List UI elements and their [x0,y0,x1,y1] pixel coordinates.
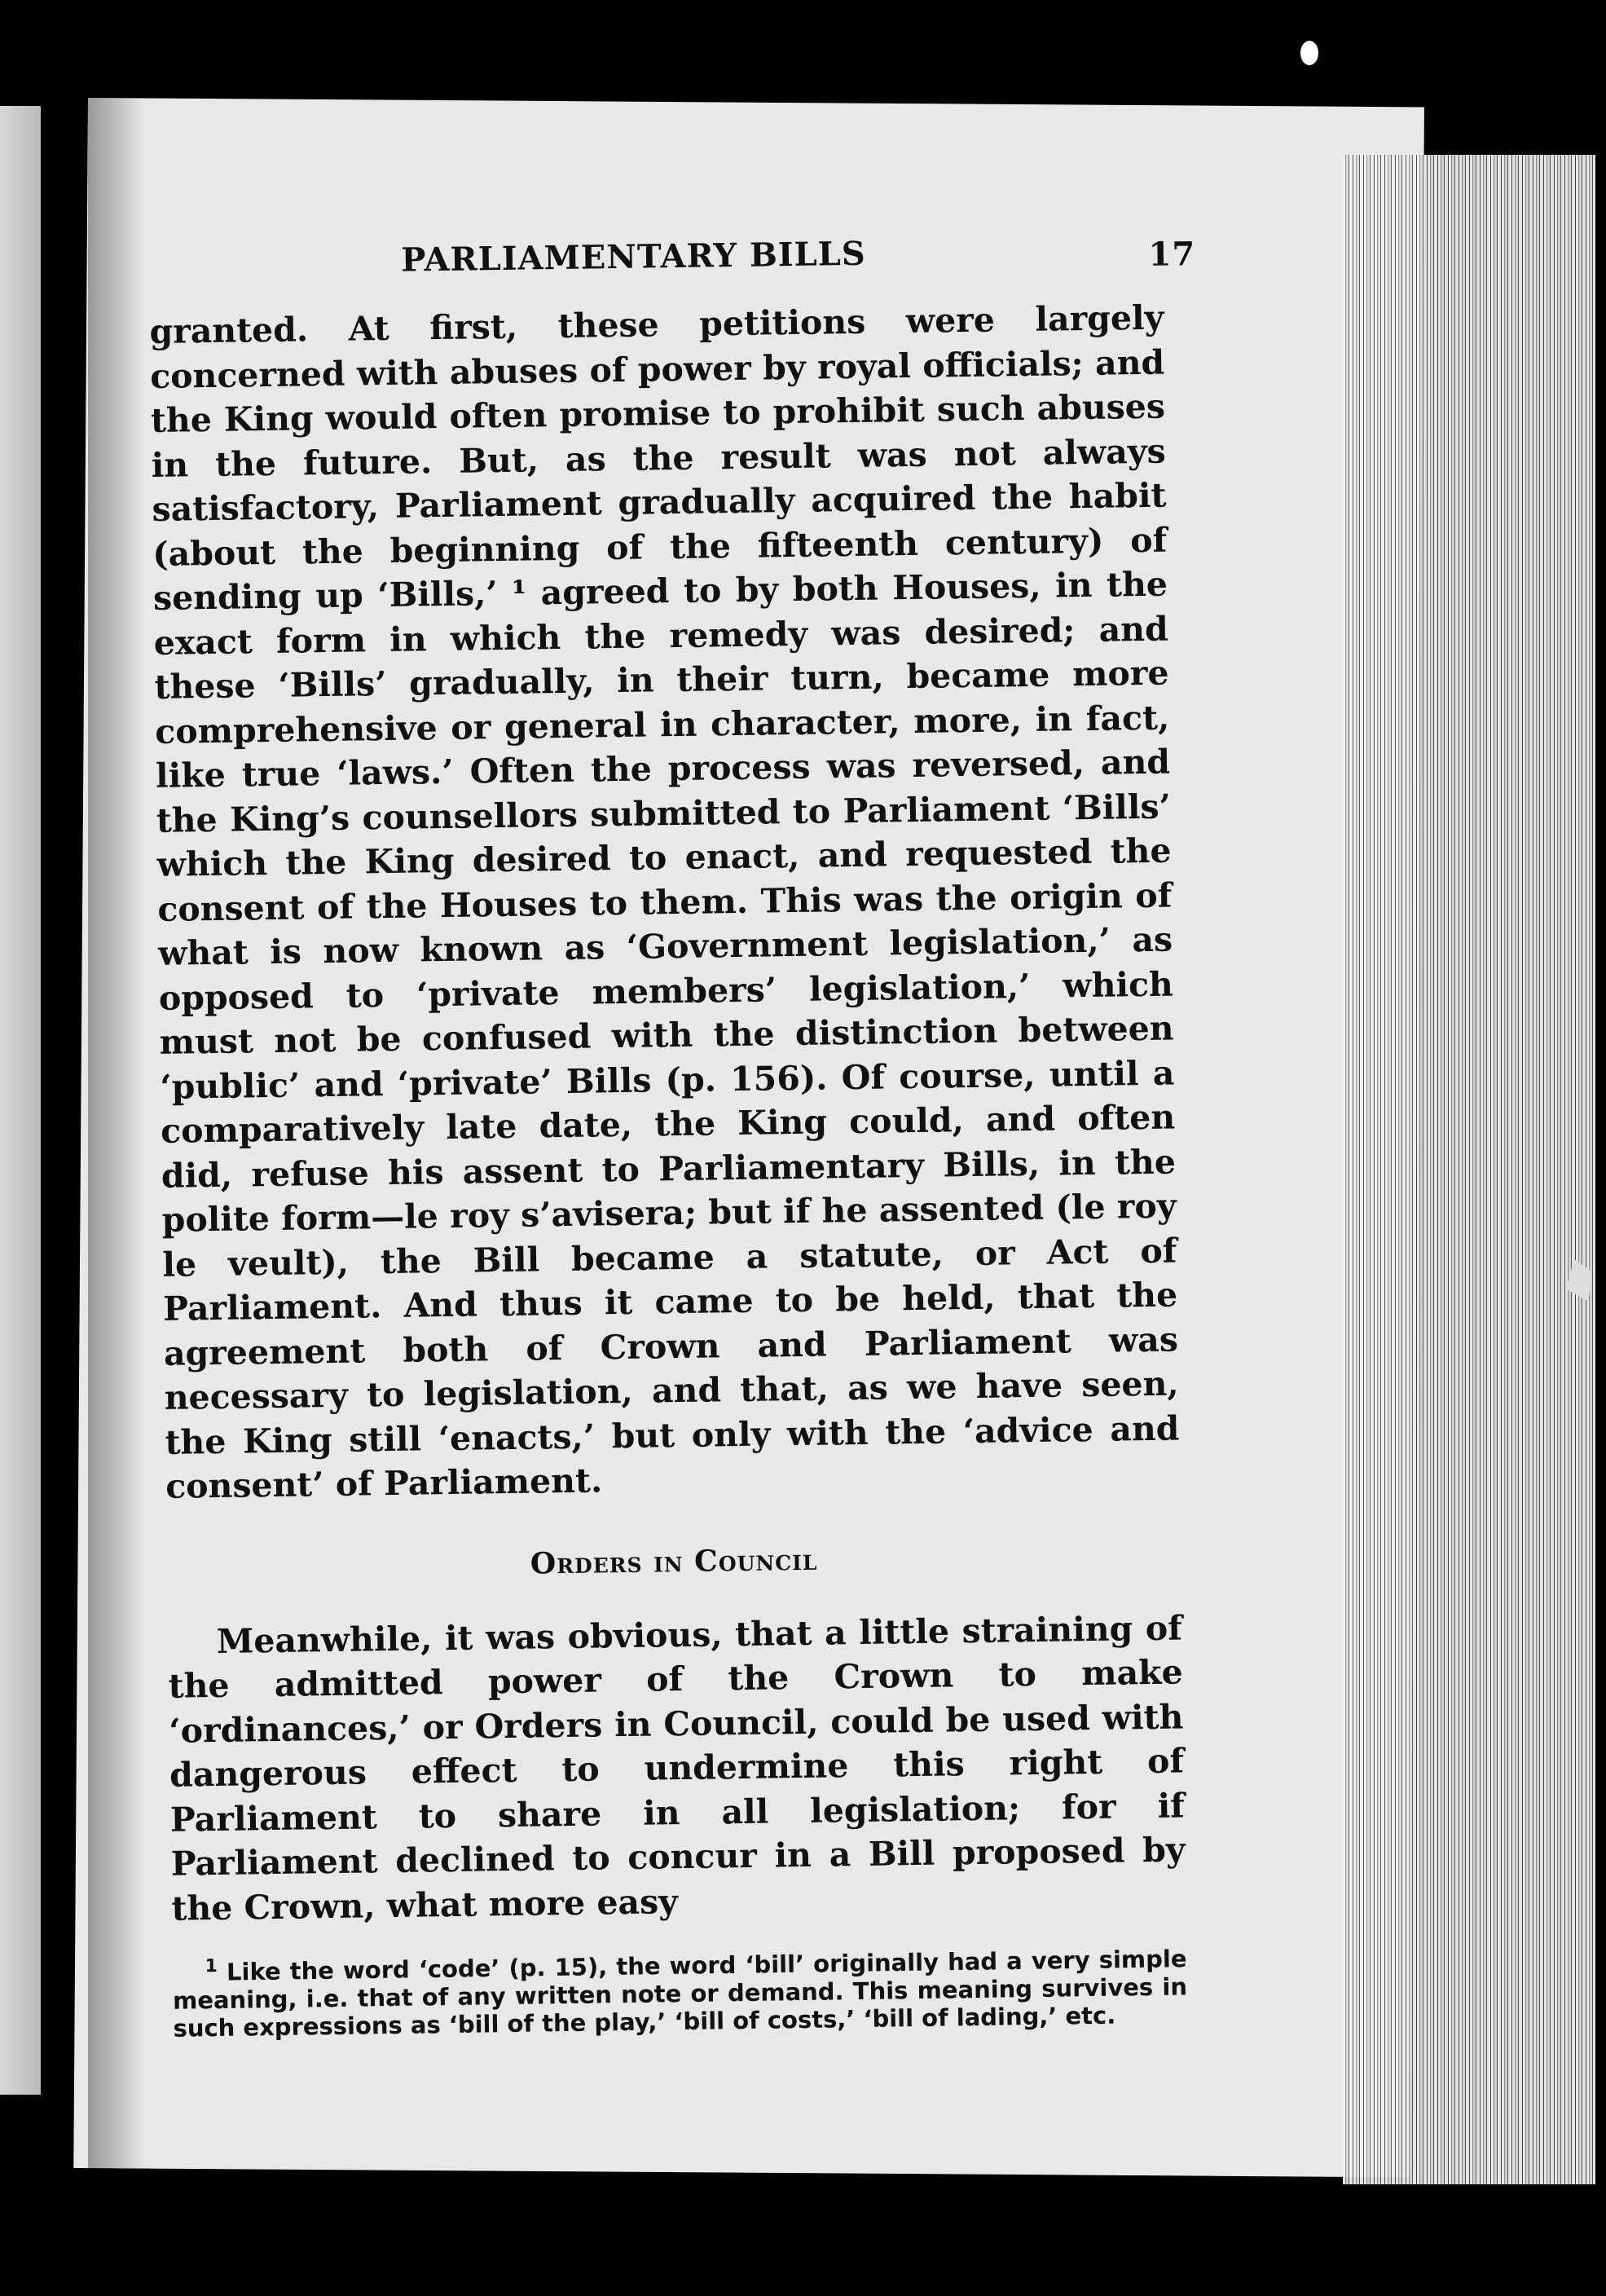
section-heading: Orders in Council [530,1542,818,1581]
facing-page-edge [0,106,41,2095]
scan-speck [1300,41,1318,65]
gutter-shadow [88,98,145,2184]
text-block [148,231,1196,2043]
paragraph-orders-in-council: Meanwhile, it was obvious, that a little straining of the admitted power of the Crown to make ‘ordinances,’ or Orders in Council, could be used with dangerous effect to undermine this right of Parliament to share in all legislation; for if Parliament declined to concur in a Bill proposed by the Crown, what more easy [168,1607,1186,1928]
stacked-page-edges [1343,155,1595,2184]
paragraph-bills-history: granted. At first, these petitions were largely concerned with abuses of power by royal officials; and the King would often promise to prohibit such abuses in the future. But, as the result was not always satisfactory, Parliament gradually acquired the habit (about the beginning of the fifteenth century) of sending up ‘Bills,’ ¹ agreed to by both Houses, in the exact form in which the remedy was desired; and these ‘Bills’ gradually, in their turn, became more comprehensive or general in character, more, in fact, like true ‘laws.’ Often the process was reversed, and the King’s counsellors submitted to Parliament ‘Bills’ which the King desired to enact, and requested the consent of the Houses to them. This was the origin of what is now known as ‘Government legislation,’ as opposed to ‘private members’ legislation,’ which must not be confused with the distinction between ‘public’ and ‘private’ Bills (p. 156). Of course, until a comparatively late date, the King could, and often did, refuse his assent to Parliamentary Bills, in the polite form—le roy s’avisera; but if he assented (le roy le veult), the Bill became a statute, or Act of Parliament. And thus it came to be held, that the agreement both of Crown and Parliament was necessary to legislation, and that, as we have seen, the King still ‘enacts,’ but only with the ‘advice and consent’ of Parliament. [149,297,1180,1506]
footnote [172,1939,1187,2042]
footnote-marker: 1 [205,1956,218,1977]
footnote-text: Like the word ‘code’ (p. 15), the word ‘bill’ originally had a very simple meaning, i.e. that of any written note or demand. This meaning survives in such expressions as ‘bill of the play,’ ‘bill of costs,’ ‘bill of lading,’ etc. [172,1945,1188,2043]
running-title: PARLIAMENTARY BILLS [400,234,866,280]
page-number: 17 [1148,235,1196,274]
